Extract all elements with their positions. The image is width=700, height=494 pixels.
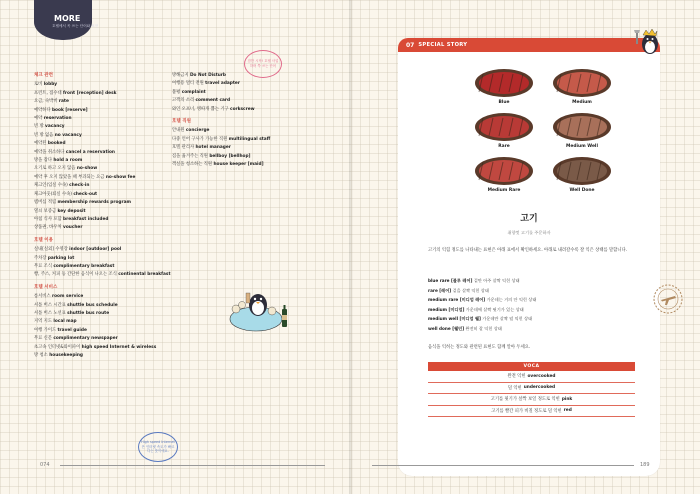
vocab-english: complimentary newspaper — [53, 336, 118, 342]
vocab-entry — [34, 174, 169, 182]
steak-image — [473, 111, 535, 143]
vocab-english: vacancy — [45, 124, 65, 130]
voca-heading: VOCA — [428, 362, 635, 371]
section-heading: 호텔 서비스 — [34, 284, 58, 290]
steak-item — [548, 155, 616, 193]
definition-term: blue rare [블루 레어] — [428, 278, 473, 283]
vocab-korean: 예약 후 오지 않았을 때 부과되는 요금 — [34, 174, 105, 180]
vocab-entry — [34, 199, 169, 207]
vocab-entry — [34, 182, 169, 190]
vocab-korean: 셔틀 버스 시간표 — [34, 302, 66, 308]
vocab-english: reservation — [43, 116, 72, 122]
definition-row — [428, 286, 648, 296]
vocab-english: check-in — [69, 183, 90, 189]
definition-text: 가운데만 살짝 덜 익힌 상태 — [482, 316, 533, 322]
vocab-korean: 방해금지 — [172, 73, 189, 78]
definition-term: medium rare [미디엄 레어] — [428, 297, 486, 303]
vocab-korean: 짐을 옮겨주는 직원 — [172, 153, 208, 159]
vocab-english: parking lot — [47, 255, 75, 261]
vocab-korean: 예약 — [34, 116, 43, 122]
vocab-korean: 체크인(입실 수속) — [34, 183, 68, 189]
vocab-english: bellboy [bellhop] — [209, 153, 251, 159]
vocab-entry — [34, 149, 169, 157]
vocab-korean: 방 청소 — [34, 353, 48, 358]
vocab-korean: 예약된 — [34, 141, 47, 147]
definition-text: 가운데에 살짝 핏기가 있는 상태 — [465, 306, 524, 312]
vocab-english: room service — [51, 294, 84, 300]
footer-rule-left — [60, 465, 325, 466]
vocab-entry — [172, 161, 322, 169]
vocab-korean: 고객의 소리 — [172, 98, 195, 104]
definition-text: 완전히 잘 익힌 상태 — [465, 325, 502, 331]
vocab-entry — [172, 97, 322, 105]
more-subtitle: 호텔에서 꼭 쓰는 단어와 표현 — [52, 24, 99, 28]
voca-korean: 고기를 빨간 피가 비칠 정도로 덜 익힌 — [491, 408, 562, 414]
voca-row — [428, 371, 635, 383]
vocab-korean: 예약하다 — [34, 107, 51, 113]
airplane-stamp-icon — [651, 282, 685, 316]
intro-paragraph: 고기의 익힘 정도를 나타내는 표현은 아래 표에서 확인하세요. 아래로 내려갈수록 잘 익은 상태를 말합니다. — [428, 248, 627, 253]
vocab-korean: 무료 조식 — [34, 263, 52, 269]
vocab-entry — [172, 106, 322, 114]
vocab-entry — [34, 165, 169, 173]
vocab-entry — [172, 80, 322, 88]
vocab-english: Do Not Disturb — [189, 73, 227, 78]
vocab-column-b — [172, 72, 322, 169]
vocab-entry — [34, 302, 169, 310]
vocab-entry — [172, 136, 322, 144]
vocab-entry — [34, 246, 169, 254]
voca-row — [428, 394, 635, 406]
vocab-english: travel guide — [57, 327, 87, 333]
vocab-english: rate — [58, 99, 69, 105]
page-number-right: 189 — [640, 462, 650, 468]
vocab-entry — [34, 335, 169, 343]
special-story-banner — [398, 38, 660, 52]
page-title: 고기 — [520, 214, 538, 224]
vocab-korean: 셔틀 버스 노선표 — [34, 310, 66, 316]
vocab-entry — [34, 263, 169, 271]
vocab-english: hotel manager — [195, 145, 231, 151]
steak-item — [470, 67, 538, 105]
steak-item — [470, 155, 538, 193]
steak-image — [551, 67, 613, 99]
vocab-korean: 빈 방 — [34, 124, 44, 130]
steak-label: Rare — [498, 144, 510, 149]
note-bubble-top — [244, 50, 282, 78]
steak-item — [548, 111, 616, 149]
steak-image — [473, 67, 535, 99]
footer-rule-right — [372, 465, 634, 466]
page-subtitle: 취향껏 고기를 주문하자 — [507, 230, 551, 235]
definition-term: well done [웰던] — [428, 325, 465, 331]
note-bubble-top-text: 잠깐 시작! 호텔 사업하며 쭉 쓰는 단어 — [247, 59, 279, 68]
vocab-korean: 불평 — [172, 89, 181, 95]
vocab-english: house keeper [maid] — [213, 162, 264, 168]
vocab-entry — [172, 89, 322, 97]
vocab-korean: 무료 신문 — [34, 336, 52, 342]
vocab-entry — [34, 255, 169, 263]
vocab-korean: 안내원 — [172, 128, 185, 134]
vocab-english: corkscrew — [230, 106, 255, 112]
note-bubble-bottom-text: High speed Internet은 인터넷 속도가 빠르다는 뜻이에요. — [141, 440, 175, 454]
vocab-english: cancel a reservation — [65, 149, 115, 155]
note-paragraph: 음식을 익히는 정도와 관련된 표현도 함께 알아 두세요. — [428, 345, 531, 350]
vocab-english: key deposit — [57, 208, 86, 214]
vocab-english: complaint — [181, 89, 206, 95]
definition-row — [428, 314, 648, 324]
vocab-english: shuttle bus route — [67, 310, 110, 316]
steak-label: Blue — [498, 100, 510, 105]
vocab-english: shuttle bus schedule — [67, 302, 118, 308]
vocab-entry — [34, 224, 169, 232]
vocab-korean: 방을 잡다 — [34, 158, 52, 164]
vocab-entry — [34, 216, 169, 224]
vocab-entry — [172, 153, 322, 161]
vocab-korean: 초고속 인터넷&와이파이 — [34, 344, 81, 350]
vocab-english: indoor [outdoor] pool — [69, 247, 122, 253]
vocab-entry — [34, 344, 169, 352]
vocab-entry — [34, 318, 169, 326]
vocab-korean: 멤버십 적립 — [34, 200, 57, 206]
steak-label: Medium Well — [566, 144, 598, 149]
vocab-english: comment card — [195, 98, 231, 104]
vocab-entry — [34, 208, 169, 216]
steak-image — [551, 155, 613, 187]
voca-row — [428, 383, 635, 395]
definition-text: 겉만 아주 살짝 익힌 상태 — [473, 278, 520, 283]
steak-image — [551, 111, 613, 143]
vocab-korean: 체크아웃(퇴실 수속) — [34, 191, 72, 197]
vocab-entry — [34, 293, 169, 301]
vocab-english: booked — [47, 141, 66, 147]
voca-english: red — [563, 408, 572, 414]
penguin-bath-illustration — [228, 275, 290, 335]
vocab-korean: 로비 — [34, 82, 43, 88]
vocab-english: high speed Internet & wireless — [81, 344, 157, 350]
vocab-korean: 상품권, 바우처 — [34, 225, 62, 231]
vocab-korean: 다중 언어 구사가 가능한 직원 — [172, 136, 228, 142]
vocab-english: no-show fee — [105, 174, 136, 180]
vocab-english: local map — [53, 319, 77, 325]
vocab-english: lobby — [43, 82, 58, 88]
vocab-korean: 룸서비스 — [34, 294, 51, 300]
vocab-entry — [34, 352, 169, 360]
vocab-korean: 오기로 하고 오지 않음 — [34, 166, 76, 172]
vocab-korean: 아침 식사 포함 — [34, 216, 62, 222]
vocab-english: voucher — [63, 225, 83, 231]
vocab-english: housekeeping — [49, 353, 83, 358]
voca-english: overcooked — [527, 373, 556, 379]
vocab-entry — [172, 144, 322, 152]
story-label: SPECIAL STORY — [418, 42, 468, 48]
vocab-column-a — [34, 72, 169, 360]
vocab-entry — [34, 98, 169, 106]
definition-term: medium well [미디엄 웰] — [428, 316, 481, 322]
vocab-korean: 객실을 청소하는 직원 — [172, 162, 213, 168]
vocab-korean: 여행용 멀티 전원 — [172, 81, 204, 87]
vocab-english: no-show — [76, 166, 98, 172]
vocab-english: breakfast included — [63, 216, 109, 222]
vocab-korean: 예약을 취소하다 — [34, 149, 65, 155]
vocab-english: concierge — [185, 128, 210, 134]
vocab-english: complimentary breakfast — [53, 263, 115, 269]
voca-table — [428, 362, 635, 417]
doneness-definitions — [428, 276, 648, 334]
voca-korean: 완전 익힌 — [507, 374, 526, 380]
vocab-entry — [34, 140, 169, 148]
vocab-korean: 주차장 — [34, 255, 47, 261]
steak-label: Medium Rare — [487, 188, 521, 193]
section-heading: 체크 관련 — [34, 73, 53, 78]
penguin-chef-icon — [632, 24, 664, 56]
story-number: 07 — [406, 41, 415, 49]
vocab-korean: 지역 지도 — [34, 319, 52, 325]
voca-english: pink — [561, 396, 573, 402]
page-number-left: 074 — [40, 462, 50, 468]
book-spine — [349, 0, 353, 494]
voca-korean: 고기를 핏기가 살짝 보일 정도로 익힌 — [490, 397, 560, 403]
vocab-entry — [34, 271, 169, 279]
vocab-entry — [34, 191, 169, 199]
voca-rows — [428, 371, 635, 417]
voca-row — [428, 406, 635, 418]
vocab-korean: 요금, 숙박비 — [34, 99, 58, 105]
steak-item — [470, 111, 538, 149]
vocab-english: travel adapter — [205, 81, 240, 87]
definition-row — [428, 324, 648, 334]
vocab-korean: 빈 방 없음 — [34, 132, 54, 138]
section-heading: 호텔 직원 — [172, 119, 191, 125]
vocab-english: membership rewards program — [57, 200, 132, 206]
definition-term: rare [레어] — [428, 287, 452, 293]
definition-text: 가운데는 거의 안 익힌 상태 — [486, 297, 537, 303]
vocab-entry — [34, 327, 169, 335]
vocab-korean: 실내[실외] 수영장 — [34, 247, 68, 253]
definition-text: 겉을 살짝 익힌 상태 — [452, 287, 489, 293]
vocab-entry — [172, 127, 322, 135]
definition-row — [428, 276, 648, 286]
vocab-english: check-out — [73, 191, 98, 197]
vocab-entry — [34, 107, 169, 115]
vocab-entry — [34, 157, 169, 165]
vocab-english: hold a room — [53, 158, 83, 164]
vocab-english: no vacancy — [54, 132, 82, 138]
vocab-english: front [reception] desk — [63, 90, 117, 96]
vocab-korean: 와인 오프너, 병따개 뽑는 기구 — [172, 106, 229, 112]
vocab-entry — [34, 132, 169, 140]
vocab-korean: 프런트, 접수대 — [34, 90, 62, 96]
voca-english: undercooked — [523, 385, 556, 391]
definition-term: medium [미디엄] — [428, 306, 465, 312]
vocab-entry — [34, 81, 169, 89]
definition-row — [428, 295, 648, 305]
more-title: MORE — [54, 14, 81, 23]
steak-label: Well Done — [569, 188, 595, 193]
vocab-korean: 열쇠 보증금 — [34, 208, 57, 214]
vocab-entry — [34, 310, 169, 318]
section-heading: 호텔 이용 — [34, 237, 53, 243]
vocab-english: multilingual staff — [228, 136, 271, 142]
vocab-korean: 빵, 주스, 커피 등 간단한 음식이 나오는 조식 — [34, 272, 117, 278]
vocab-entry — [172, 72, 322, 80]
vocab-entry — [34, 115, 169, 123]
vocab-entry — [34, 90, 169, 98]
vocab-korean: 호텔 관리자 — [172, 145, 195, 151]
vocab-korean: 여행 가이드 — [34, 327, 57, 333]
vocab-entry — [34, 123, 169, 131]
voca-korean: 덜 익힌 — [507, 385, 522, 391]
steak-image — [473, 155, 535, 187]
note-bubble-bottom — [138, 432, 178, 462]
vocab-english: book [reserve] — [51, 107, 88, 113]
vocab-english: continental breakfast — [118, 272, 171, 278]
steak-label: Medium — [572, 100, 592, 105]
definition-row — [428, 305, 648, 315]
steak-doneness-grid — [470, 67, 620, 207]
steak-item — [548, 67, 616, 105]
